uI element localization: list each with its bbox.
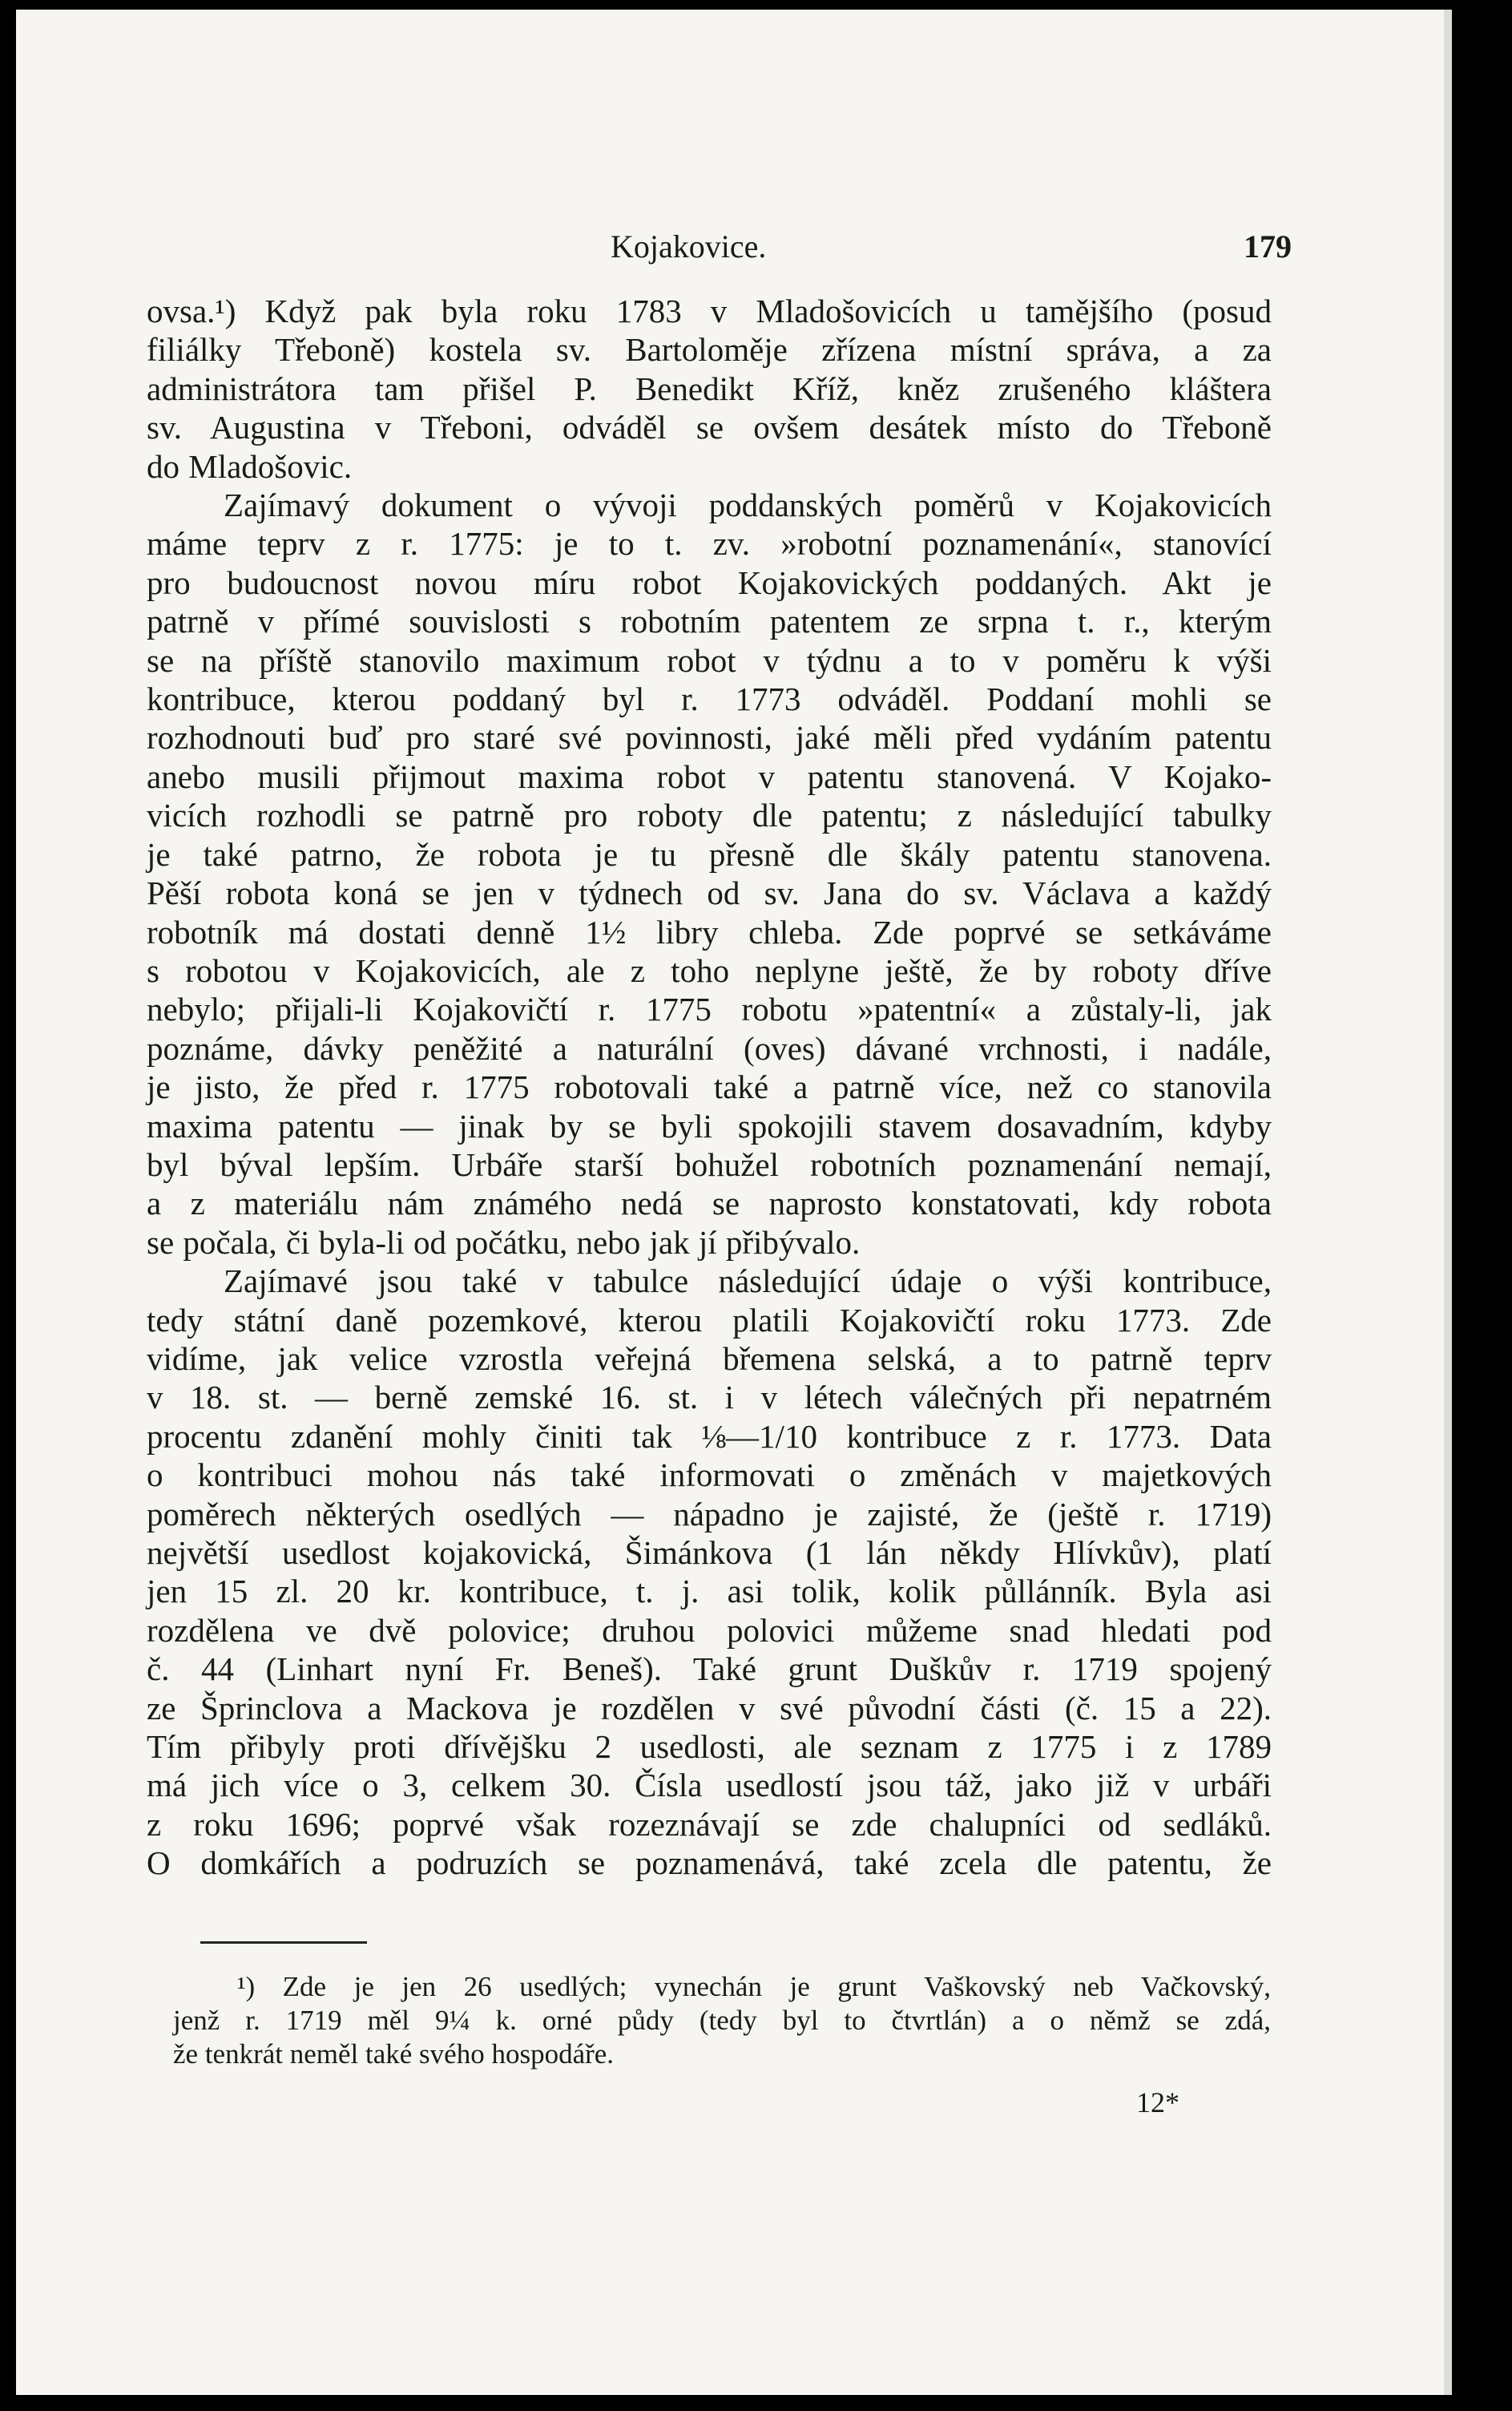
text-line: nebylo; přijali-li Kojakovičtí r. 1775 robotu »patentní« a zůstaly-li, jak: [147, 991, 1272, 1028]
text-line: rozhodnouti buď pro staré své povinnosti, jaké měli před vydáním patentu: [147, 719, 1272, 757]
page-number: 179: [1244, 228, 1292, 265]
text-line: procentu zdanění mohly činiti tak ⅛—1/10 kontribuce z r. 1773. Data: [147, 1417, 1272, 1455]
text-line: filiálky Třeboně) kostela sv. Bartoloměje zřízena místní správa, a za: [147, 331, 1272, 369]
footnote-line: jenž r. 1719 měl 9¼ k. orné půdy (tedy byl to čtvrtlán) a o němž se zdá,: [173, 2005, 1271, 2036]
footnote-separator: [200, 1941, 367, 1944]
text-line: administrátora tam přišel P. Benedikt Kříž, kněz zrušeného kláštera: [147, 370, 1272, 407]
running-title: Kojakovice.: [611, 228, 767, 265]
text-line: vicích rozhodli se patrně pro roboty dle patentu; z následující tabulky: [147, 797, 1272, 834]
text-line: maxima patentu — jinak by se byli spokojili stavem dosavadním, kdyby: [147, 1107, 1272, 1145]
page-header: [16, 220, 1444, 268]
text-line: má jich více o 3, celkem 30. Čísla usedlostí jsou táž, jako již v urbáři: [147, 1767, 1272, 1804]
text-line: poměrech některých osedlých — nápadno je zajisté, že (ještě r. 1719): [147, 1495, 1272, 1533]
text-line: rozdělena ve dvě polovice; druhou polovici můžeme snad hledati pod: [147, 1611, 1272, 1649]
text-line: robotník má dostati denně 1½ libry chleba. Zde poprvé se setkáváme: [147, 913, 1272, 951]
text-line: ze Šprinclova a Mackova je rozdělen v své původní části (č. 15 a 22).: [147, 1689, 1272, 1726]
text-line: jen 15 zl. 20 kr. kontribuce, t. j. asi tolik, kolik půllánník. Byla asi: [147, 1573, 1272, 1610]
text-line: z roku 1696; poprvé však rozeznávají se zde chalupníci od sedláků.: [147, 1805, 1272, 1843]
footnotes: [173, 1970, 1271, 2071]
text-line: pro budoucnost novou míru robot Kojakovických poddaných. Akt je: [147, 563, 1272, 601]
text-line: ovsa.¹) Když pak byla roku 1783 v Mladošovicích u tamějšího (posud: [147, 293, 1272, 329]
text-line: do Mladošovic.: [147, 447, 353, 485]
text-line: patrně v přímé souvislosti s robotním patentem ze srpna t. r., kterým: [147, 603, 1272, 640]
text-line: je také patrno, že robota je tu přesně dle škály patentu stanovena.: [147, 835, 1272, 873]
text-line: č. 44 (Linhart nyní Fr. Beneš). Také grunt Duškův r. 1719 spojený: [147, 1650, 1272, 1688]
sheet-signature: 12*: [1136, 2086, 1179, 2118]
text-line: Pěší robota koná se jen v týdnech od sv. Jana do sv. Václava a každý: [147, 874, 1272, 912]
text-line: poznáme, dávky peněžité a naturální (oves) dávané vrchnosti, i nadále,: [147, 1029, 1272, 1067]
text-line: Zajímavé jsou také v tabulce následující údaje o výši kontribuce,: [224, 1262, 1272, 1300]
text-line: s robotou v Kojakovicích, ale z toho neplyne ještě, že by roboty dříve: [147, 951, 1272, 989]
text-line: se na příště stanovilo maximum robot v týdnu a to v poměru k výši: [147, 641, 1272, 679]
text-line: se počala, či byla-li od počátku, nebo jak jí přibývalo.: [147, 1223, 861, 1261]
text-line: O domkářích a podruzích se poznamenává, také zcela dle patentu, že: [147, 1844, 1272, 1882]
footnote-line: že tenkrát neměl také svého hospodáře.: [173, 2038, 615, 2070]
text-line: v 18. st. — berně zemské 16. st. i v létech válečných při nepatrném: [147, 1379, 1272, 1416]
text-line: Tím přibyly proti dřívějšku 2 usedlosti, ale seznam z 1775 i z 1789: [147, 1728, 1272, 1766]
book-page: [16, 10, 1452, 2395]
text-line: máme teprv z r. 1775: je to t. zv. »robotní poznamenání«, stanovící: [147, 525, 1272, 563]
text-line: tedy státní daně pozemkové, kterou platili Kojakovičtí roku 1773. Zde: [147, 1301, 1272, 1339]
text-line: kontribuce, kterou poddaný byl r. 1773 odváděl. Poddaní mohli se: [147, 680, 1272, 718]
main-text: [147, 292, 1272, 1883]
text-line: sv. Augustina v Třeboni, odváděl se ovšem desátek místo do Třeboně: [147, 409, 1272, 446]
text-line: anebo musili přijmout maxima robot v patentu stanovená. V Kojako-: [147, 757, 1272, 795]
text-line: o kontribuci mohou nás také informovati o změnách v majetkových: [147, 1456, 1272, 1494]
text-line: byl býval lepším. Urbáře starší bohužel robotních poznamenání nemají,: [147, 1145, 1272, 1183]
text-line: Zajímavý dokument o vývoji poddanských poměrů v Kojakovicích: [224, 487, 1272, 524]
footnote-line: ¹) Zde je jen 26 usedlých; vynechán je grunt Vaškovský neb Vačkovský,: [237, 1971, 1271, 2002]
text-line: je jisto, že před r. 1775 robotovali také a patrně více, než co stanovila: [147, 1068, 1272, 1106]
text-line: vidíme, jak velice vzrostla veřejná břemena selská, a to patrně teprv: [147, 1339, 1272, 1377]
text-line: a z materiálu nám známého nedá se naprosto konstatovati, kdy robota: [147, 1185, 1272, 1222]
text-line: největší usedlost kojakovická, Šimánkova (1 lán někdy Hlívkův), platí: [147, 1534, 1272, 1571]
